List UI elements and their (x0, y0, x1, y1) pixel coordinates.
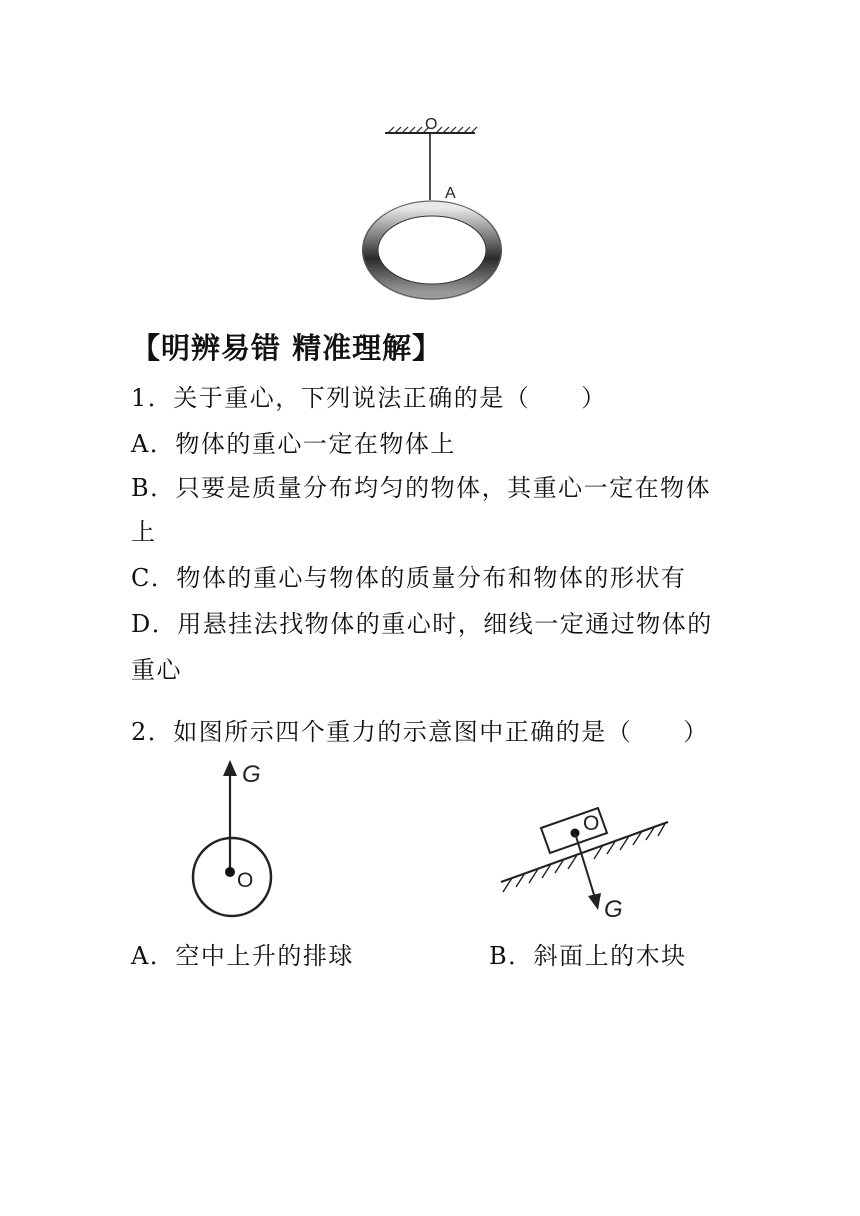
question-1-option-d-continued: 重心 (131, 656, 182, 684)
metal-ring (370, 208, 494, 292)
hanging-ring-figure (350, 108, 520, 308)
question-1-option-c: C．物体的重心与物体的质量分布和物体的形状有 (131, 564, 687, 592)
question-2-stem: 2．如图所示四个重力的示意图中正确的是（ ） (131, 718, 709, 746)
ring-label-o: O (425, 116, 438, 133)
volleyball-circle (193, 838, 271, 916)
gravity-arrow-head-up (223, 760, 237, 776)
question-1-option-d: D．用悬挂法找物体的重心时，细线一定通过物体的 (131, 610, 713, 638)
question-1-stem: 1．关于重心，下列说法正确的是（ ） (131, 384, 607, 412)
center-point (225, 867, 235, 877)
ring-label-a: A (445, 185, 456, 202)
question-1-option-b-continued: 上 (131, 518, 157, 546)
figure-a-force-label: G (242, 761, 261, 788)
figure-b-caption: B．斜面上的木块 (489, 942, 687, 970)
gravity-arrow-head-slanted (588, 893, 601, 910)
figure-a-center-label: O (237, 869, 254, 892)
question-1-option-b: B．只要是质量分布均匀的物体，其重心一定在物体 (131, 474, 712, 502)
figure-b-force-label: G (604, 896, 623, 923)
figure-a-caption: A．空中上升的排球 (131, 942, 354, 970)
figure-b-center-label: O (583, 812, 600, 835)
figure-b-incline-block (496, 800, 676, 925)
question-1-option-a: A．物体的重心一定在物体上 (131, 430, 456, 458)
figure-a-volleyball (180, 752, 290, 927)
section-heading: 【明辨易错 精准理解】 (131, 331, 443, 365)
gravity-arrow-shaft-slanted (575, 833, 595, 898)
